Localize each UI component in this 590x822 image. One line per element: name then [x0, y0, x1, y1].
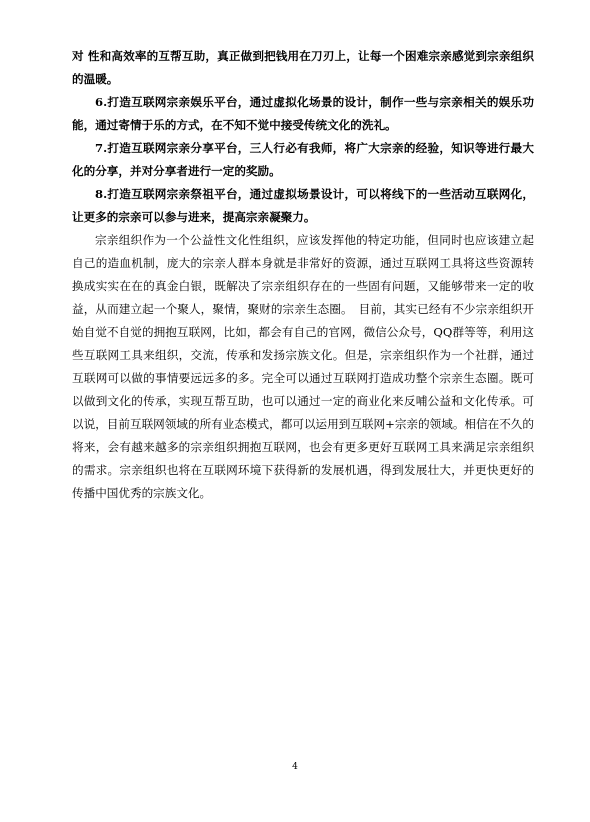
paragraph-item-6: 6.打造互联网宗亲娱乐平台，通过虚拟化场景的设计，制作一些与宗亲相关的娱乐功 能，通过寄情于乐的方式，在不知不觉中接受传统文化的洗礼。 — [72, 95, 534, 132]
paragraph-item-7: 7.打造互联网宗亲分享平台，三人行必有我师，将广大宗亲的经验，知识等进行最大 化的分享，并对分享者进行一定的奖励。 — [72, 141, 534, 178]
page-number: 4 — [292, 762, 298, 772]
document-body — [72, 45, 534, 505]
paragraph-item-8: 8.打造互联网宗亲祭祖平台，通过虚拟场景设计，可以将线下的一些活动互联网化，让更多的宗亲可以参与进来，提高宗亲凝聚力。 — [72, 187, 534, 224]
paragraph-continued: 对 性和高效率的互帮互助，真正做到把钱用在刀刃上，让每一个困难宗亲感觉到宗亲组织的温暖。 — [72, 49, 534, 86]
paragraph-conclusion: 宗亲组织作为一个公益性文化性组织，应该发挥他的特定功能，但同时也应该建立起自己的造血机制，庞大的宗亲人群本身就是非常好的资源，通过互联网工具将这些资源转换成实实在在的真金白银，既解决了宗亲组织存在的一些固有问题，又能够带来一定的收益，从而建立起一个聚人，聚情，聚财的宗亲生态圈。 目前，其实已经有不少宗亲组织开始自觉不自觉的拥抱互联网，比如，都会有自己的官网，微信公众号，QQ群等等，利用这些互联网工具来组织，交流，传承和发扬宗族文化。但是，宗亲组织作为一个社群，通过互联网可以做的事情要远远多的多。完全可以通过互联网打造成功整个宗亲生态圈。既可以做到文化的传承，实现互帮互助，也可以通过一定的商业化来反哺公益和文化传承。可以说，目前互联网领域的所有业态模式，都可以运用到互联网+宗亲的领域。相信在不久的将来，会有越来越多的宗亲组织拥抱互联网，也会有更多更好互联网工具来满足宗亲组织的需求。宗亲组织也将在互联网环境下获得新的发展机遇，得到发展壮大，并更快更好的传播中国优秀的宗族文化。 — [72, 233, 534, 500]
